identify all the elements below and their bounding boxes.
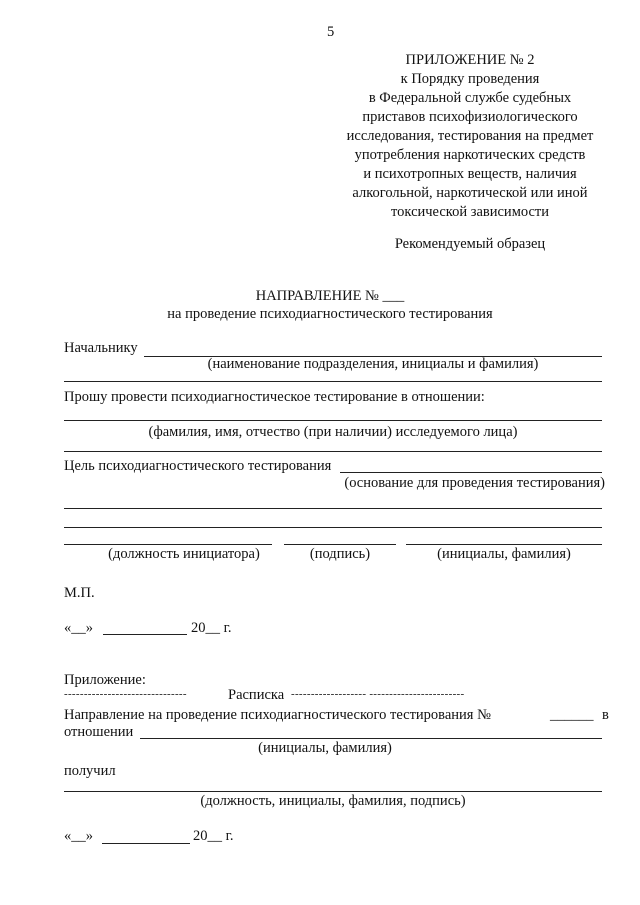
- receipt-name-field[interactable]: [140, 738, 602, 739]
- person-field-2[interactable]: [64, 451, 602, 452]
- receipt-date-month-field[interactable]: [102, 843, 190, 844]
- sig-name-hint: (инициалы, фамилия): [437, 546, 571, 562]
- sig-signature-hint: (подпись): [309, 546, 371, 562]
- appendix-line-6: и психотропных веществ, наличия: [363, 166, 577, 182]
- receipt-title: Расписка: [228, 687, 285, 703]
- attachment-label: Приложение:: [64, 672, 146, 688]
- appendix-title: ПРИЛОЖЕНИЕ № 2: [405, 52, 535, 68]
- page-number: 5: [327, 24, 335, 40]
- appendix-line-1: к Порядку проведения: [400, 71, 540, 87]
- received-label: получил: [64, 763, 116, 779]
- receipt-date-day: «__»: [64, 828, 93, 844]
- date-year: 20__ г.: [191, 620, 232, 636]
- sig-signature-field[interactable]: [284, 544, 396, 545]
- date-day: «__»: [64, 620, 93, 636]
- purpose-field[interactable]: [340, 472, 602, 473]
- person-field[interactable]: [64, 420, 602, 421]
- appendix-line-5: употребления наркотических средств: [354, 147, 586, 163]
- to-chief-field-2[interactable]: [64, 381, 602, 382]
- appendix-line-4: исследования, тестирования на предмет: [346, 128, 594, 144]
- date-month-field[interactable]: [103, 634, 187, 635]
- to-chief-hint: (наименование подразделения, инициалы и фамилия): [207, 356, 539, 372]
- to-chief-label: Начальнику: [64, 340, 138, 356]
- appendix-line-3: приставов психофизиологического: [362, 109, 578, 125]
- receipt-line-1-end: в: [602, 707, 609, 723]
- sig-name-field[interactable]: [406, 544, 602, 545]
- receipt-date-year: 20__ г.: [193, 828, 234, 844]
- appendix-line-2: в Федеральной службе судебных: [368, 90, 572, 106]
- receipt-divider-left: -------------------------------: [64, 688, 187, 700]
- form-subtitle: на проведение психодиагностического тестирования: [167, 306, 493, 322]
- purpose-field-2[interactable]: [64, 508, 602, 509]
- purpose-hint: (основание для проведения тестирования): [344, 475, 605, 491]
- appendix-line-8: токсической зависимости: [390, 204, 550, 220]
- receiver-field[interactable]: [64, 791, 602, 792]
- receipt-line-2: отношении: [64, 724, 134, 740]
- stamp-label: М.П.: [64, 585, 95, 601]
- receipt-name-hint: (инициалы, фамилия): [258, 740, 392, 756]
- recommended-sample: Рекомендуемый образец: [394, 236, 546, 252]
- form-title: НАПРАВЛЕНИЕ № ___: [255, 288, 405, 304]
- receipt-divider-right: ------------------- ------------------------: [291, 688, 465, 700]
- sig-position-hint: (должность инициатора): [108, 546, 260, 562]
- appendix-line-7: алкогольной, наркотической или иной: [352, 185, 588, 201]
- receiver-hint: (должность, инициалы, фамилия, подпись): [200, 793, 466, 809]
- person-hint: (фамилия, имя, отчество (при наличии) исследуемого лица): [148, 424, 518, 440]
- sig-position-field[interactable]: [64, 544, 272, 545]
- request-text: Прошу провести психодиагностическое тестирование в отношении:: [64, 389, 485, 405]
- purpose-field-3[interactable]: [64, 527, 602, 528]
- receipt-line-1: Направление на проведение психодиагностического тестирования №: [64, 707, 491, 723]
- receipt-number-blank[interactable]: ______: [550, 707, 594, 723]
- purpose-label: Цель психодиагностического тестирования: [64, 458, 332, 474]
